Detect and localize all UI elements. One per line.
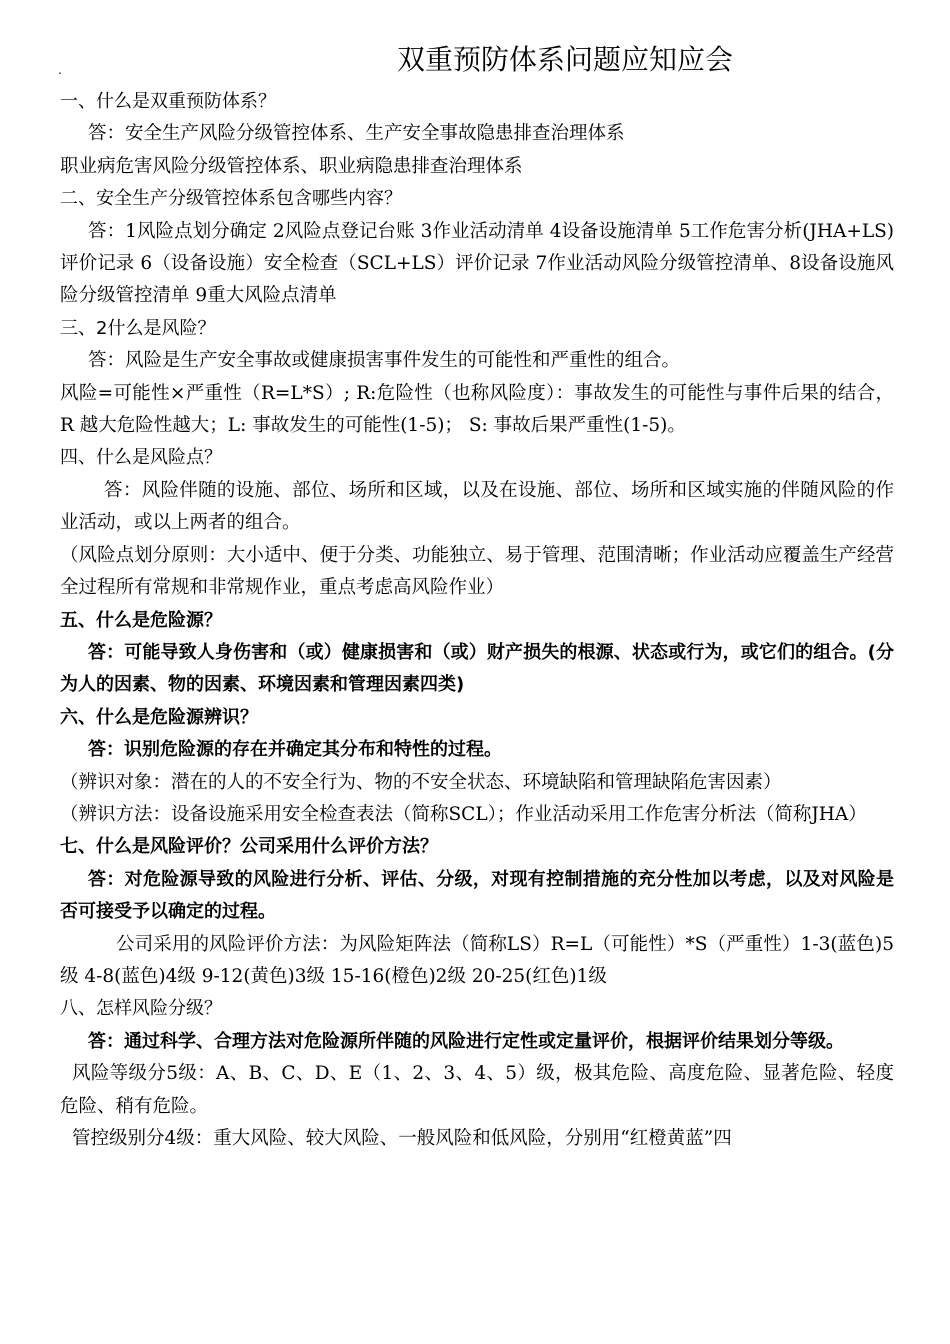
question-5: 五、什么是危险源？	[60, 609, 222, 631]
question-7: 七、什么是风险评价？公司采用什么评价方法？	[60, 836, 438, 858]
answer-8: 答：通过科学、合理方法对危险源所伴随的风险进行定性或定量评价，根据评价结果划分等级。	[88, 1030, 844, 1052]
identification-targets: （辨识对象：潜在的人的不安全行为、物的不安全状态、环境缺陷和管理缺陷危害因素）	[60, 771, 782, 793]
page-title: 双重预防体系问题应知应会	[396, 43, 733, 76]
question-2: 二、安全生产分级管控体系包含哪些内容？	[60, 188, 402, 210]
risk-formula: 风险=可能性×严重性（R=L*S）; R:危险性（也称风险度）：事故发生的可能性与事件后果的结合，R 越大危险性越大；L: 事故发生的可能性(1-5)； S: 事故后果严重性(1-5)。	[60, 382, 894, 437]
question-4: 四、什么是风险点？	[60, 447, 222, 469]
answer-1-line-2: 职业病危害风险分级管控体系、职业病隐患排查治理体系	[60, 155, 523, 177]
answer-3: 答：风险是生产安全事故或健康损害事件发生的可能性和严重性的组合。	[88, 350, 681, 372]
answer-4: 答：风险伴随的设施、部位、场所和区域，以及在设施、部位、场所和区域实施的伴随风险的作业活动，或以上两者的组合。	[60, 479, 894, 534]
question-1: 一、什么是双重预防体系？	[60, 91, 276, 112]
answer-5: 答：可能导致人身伤害和（或）健康损害和（或）财产损失的根源、状态或行为，或它们的组合。(分为人的因素、物的因素、环境因素和管理因素四类)	[60, 641, 894, 696]
document-body	[60, 86, 894, 1155]
control-levels: 管控级别分4级：重大风险、较大风险、一般风险和低风险，分别用“红橙黄蓝”四	[72, 1128, 732, 1149]
corner-mark: .	[58, 63, 62, 77]
risk-levels: 风险等级分5级：A、B、C、D、E（1、2、3、4、5）级，极其危险、高度危险、显著危险、轻度危险、稍有危险。	[60, 1063, 894, 1117]
question-6: 六、什么是危险源辨识？	[60, 706, 258, 728]
answer-1-line-1: 答：安全生产风险分级管控体系、生产安全事故隐患排查治理体系	[88, 123, 625, 145]
risk-point-principles: （风险点划分原则：大小适中、便于分类、功能独立、易于管理、范围清晰；作业活动应覆盖生产经营全过程所有常规和非常规作业，重点考虑高风险作业）	[60, 544, 894, 599]
answer-7: 答：对危险源导致的风险进行分析、评估、分级，对现有控制措施的充分性加以考虑，以及对风险是否可接受予以确定的过程。	[60, 868, 894, 923]
answer-2: 答：1风险点划分确定 2风险点登记台账 3作业活动清单 4设备设施清单 5工作危害分析(JHA+LS)评价记录 6（设备设施）安全检查（SCL+LS）评价记录 7作业活动风险分级管控清单、8设备设施风险分级管控清单 9重大风险点清单	[60, 220, 894, 307]
evaluation-method: 公司采用的风险评价方法：为风险矩阵法（简称LS）R=L（可能性）*S（严重性）1-3(蓝色)5级 4-8(蓝色)4级 9-12(黄色)3级 15-16(橙色)2级 20-25(红色)1级	[60, 933, 894, 987]
identification-methods: （辨识方法：设备设施采用安全检查表法（简称SCL）；作业活动采用工作危害分析法（简称JHA）	[60, 803, 867, 825]
question-3: 三、2什么是风险？	[60, 317, 216, 339]
question-8: 八、怎样风险分级？	[60, 998, 222, 1020]
answer-6: 答：识别危险源的存在并确定其分布和特性的过程。	[88, 739, 502, 761]
